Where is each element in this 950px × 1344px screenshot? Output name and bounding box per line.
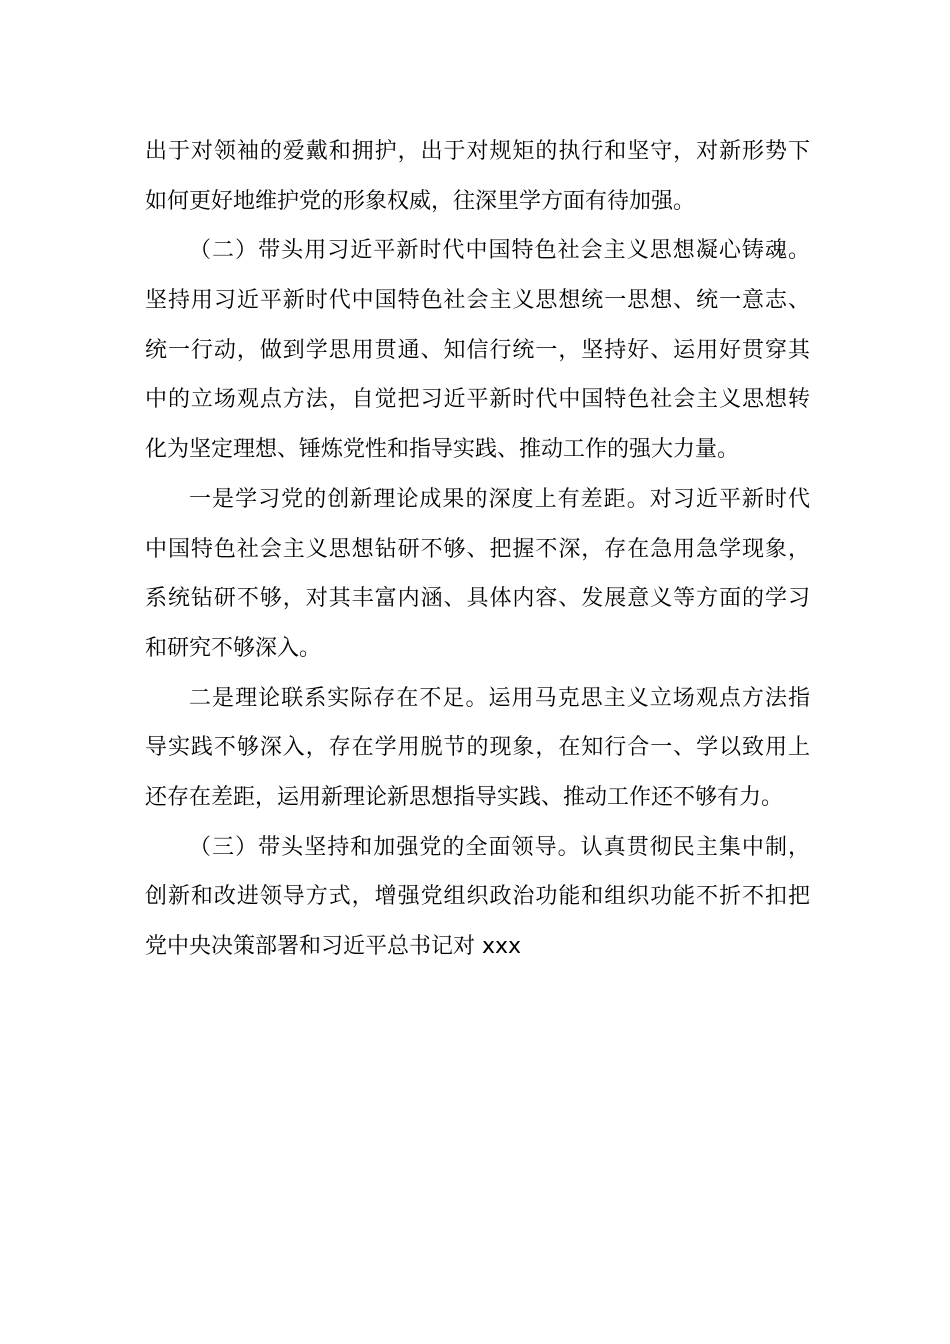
text-line: 中国特色社会主义思想钻研不够、把握不深，存在急用急学现象， xyxy=(145,536,810,562)
text-line: 党中央决策部署和习近平总书记对 xxx xyxy=(145,934,522,959)
paragraph-start: 二是理论联系实际存在不足。运用马克思主义立场观点方法指 xyxy=(189,685,810,711)
text-line: 和研究不够深入。 xyxy=(145,635,322,661)
section-heading-3: （三）带头坚持和加强党的全面领导。认真贯彻民主集中制， xyxy=(189,834,810,860)
section-heading-2: （二）带头用习近平新时代中国特色社会主义思想凝心铸魂。 xyxy=(189,238,810,264)
text-line: 导实践不够深入，存在学用脱节的现象，在知行合一、学以致用上 xyxy=(145,735,810,761)
text-line: 坚持用习近平新时代中国特色社会主义思想统一思想、统一意志、 xyxy=(145,288,810,314)
text-line: 系统钻研不够，对其丰富内涵、具体内容、发展意义等方面的学习 xyxy=(145,586,810,612)
text-line: 如何更好地维护党的形象权威，往深里学方面有待加强。 xyxy=(145,188,696,214)
text-line: 还存在差距，运用新理论新思想指导实践、推动工作还不够有力。 xyxy=(145,784,784,810)
text-line: 化为坚定理想、锤炼党性和指导实践、推动工作的强大力量。 xyxy=(145,437,740,463)
text-line: 统一行动，做到学思用贯通、知信行统一，坚持好、运用好贯穿其 xyxy=(145,337,810,363)
document-body xyxy=(145,127,810,972)
text-line: 中的立场观点方法，自觉把习近平新时代中国特色社会主义思想转 xyxy=(145,387,810,413)
text-line: 出于对领袖的爱戴和拥护，出于对规矩的执行和坚守，对新形势下 xyxy=(145,139,810,164)
text-line: 创新和改进领导方式，增强党组织政治功能和组织功能不折不扣把 xyxy=(145,884,810,910)
paragraph-start: 一是学习党的创新理论成果的深度上有差距。对习近平新时代 xyxy=(189,486,810,512)
